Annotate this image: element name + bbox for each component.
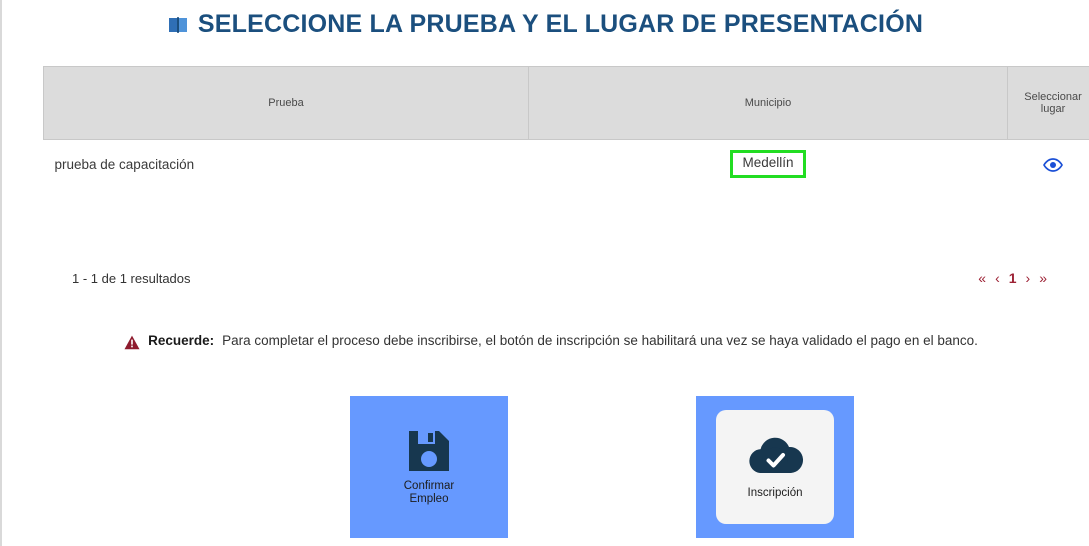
pagination-bar (43, 262, 1059, 294)
table-header (44, 67, 1089, 140)
pagination-prev-button[interactable]: ‹ (995, 270, 1000, 286)
cell-prueba: prueba de capacitación (54, 156, 195, 172)
pagination-results-text: 1 - 1 de 1 resultados (72, 270, 191, 286)
pagination-last-button[interactable]: » (1039, 270, 1047, 286)
confirmar-empleo-label-line2: Empleo (409, 493, 449, 505)
page-header (2, 0, 1089, 44)
table-header-row (44, 67, 1089, 140)
cloud-check-icon (744, 433, 806, 479)
reminder-label: Recuerde: (148, 333, 215, 348)
cell-seleccionar-lugar (1008, 140, 1089, 189)
book-icon (168, 15, 188, 35)
reminder-note (43, 333, 1059, 348)
column-header-prueba: Prueba (44, 67, 529, 140)
eye-icon[interactable] (1043, 158, 1063, 172)
reminder-text: Para completar el proceso debe inscribirse, el botón de inscripción se habilitará una vez se haya validado el pago en el banco. (222, 333, 978, 348)
column-header-municipio: Municipio (529, 67, 1008, 140)
confirmar-empleo-label (404, 480, 454, 506)
warning-icon (124, 335, 140, 350)
table-row (44, 140, 1089, 189)
inscripcion-button[interactable] (696, 396, 854, 538)
confirmar-empleo-label-line1: Confirmar (403, 479, 455, 492)
confirmar-empleo-content (404, 428, 454, 506)
pagination-controls (978, 270, 1059, 286)
column-header-seleccionar-lugar: Seleccionar lugar (1008, 67, 1089, 140)
inscripcion-content (716, 410, 834, 524)
pagination-page-1[interactable]: 1 (1008, 270, 1017, 286)
pagination-first-button[interactable]: « (978, 270, 987, 286)
results-table-container (43, 66, 1082, 188)
municipio-value-highlighted[interactable]: Medellín (730, 150, 805, 178)
inscripcion-label (748, 487, 803, 500)
table-body (44, 140, 1089, 189)
action-tiles (2, 396, 1089, 546)
page-title: SELECCIONE LA PRUEBA Y EL LUGAR DE PRESENTACIÓN (197, 9, 924, 38)
confirmar-empleo-button[interactable] (350, 396, 508, 538)
save-icon (406, 428, 452, 474)
inscripcion-label-line1: Inscripción (747, 487, 803, 500)
pagination-next-button[interactable]: › (1025, 270, 1031, 286)
results-table (43, 66, 1089, 188)
cell-municipio (529, 140, 1008, 189)
